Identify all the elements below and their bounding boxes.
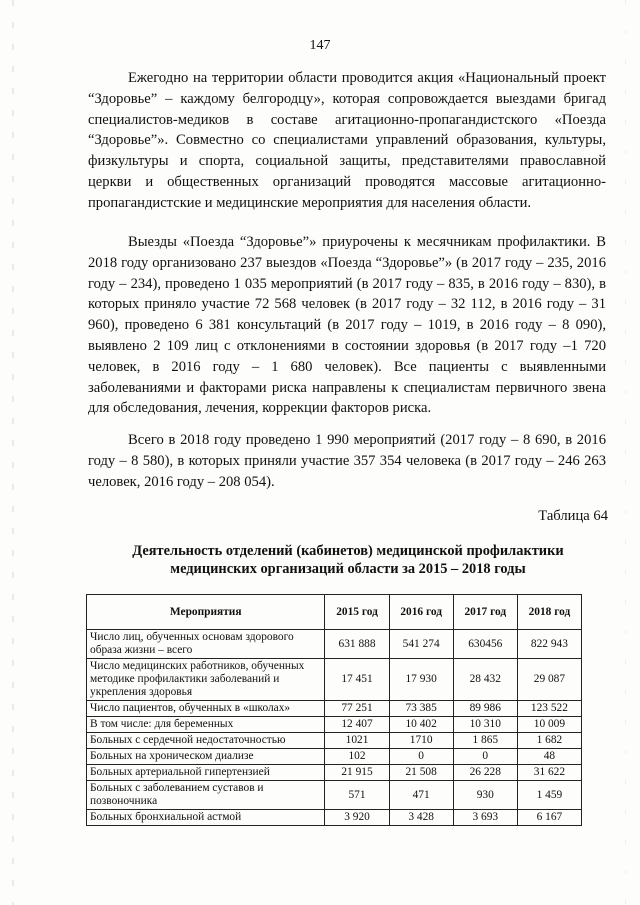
row-value: 822 943 bbox=[517, 630, 581, 659]
header-2016: 2016 год bbox=[389, 595, 453, 630]
header-2017: 2017 год bbox=[453, 595, 517, 630]
row-value: 1021 bbox=[325, 733, 389, 749]
row-value: 29 087 bbox=[517, 659, 581, 701]
header-2018: 2018 год bbox=[517, 595, 581, 630]
row-value: 10 310 bbox=[453, 717, 517, 733]
row-value: 1 459 bbox=[517, 781, 581, 810]
table-row bbox=[87, 810, 582, 826]
row-value: 631 888 bbox=[325, 630, 389, 659]
row-label: Больных на хроническом диализе bbox=[87, 749, 325, 765]
table-row bbox=[87, 701, 582, 717]
table-row bbox=[87, 717, 582, 733]
row-label: Число медицинских работников, обученных методике профилактики заболеваний и укрепления здоровья bbox=[87, 659, 325, 701]
row-value: 541 274 bbox=[389, 630, 453, 659]
row-label: Больных артериальной гипертензией bbox=[87, 765, 325, 781]
row-label: Число лиц, обученных основам здорового образа жизни – всего bbox=[87, 630, 325, 659]
scan-artifact-left bbox=[12, 0, 14, 905]
row-value: 3 920 bbox=[325, 810, 389, 826]
row-value: 17 930 bbox=[389, 659, 453, 701]
row-value: 77 251 bbox=[325, 701, 389, 717]
table-row bbox=[87, 749, 582, 765]
row-value: 28 432 bbox=[453, 659, 517, 701]
row-label: Больных с заболеванием суставов и позвоночника bbox=[87, 781, 325, 810]
row-value: 89 986 bbox=[453, 701, 517, 717]
table-body bbox=[87, 630, 582, 826]
row-value: 0 bbox=[453, 749, 517, 765]
row-value: 0 bbox=[389, 749, 453, 765]
row-value: 630456 bbox=[453, 630, 517, 659]
row-value: 471 bbox=[389, 781, 453, 810]
row-value: 12 407 bbox=[325, 717, 389, 733]
row-label: В том числе: для беременных bbox=[87, 717, 325, 733]
row-value: 930 bbox=[453, 781, 517, 810]
paragraph-2 bbox=[88, 232, 606, 419]
row-value: 10 009 bbox=[517, 717, 581, 733]
row-value: 3 428 bbox=[389, 810, 453, 826]
row-value: 1710 bbox=[389, 733, 453, 749]
table-row bbox=[87, 659, 582, 701]
paragraph-1 bbox=[88, 68, 606, 214]
table-label: Таблица 64 bbox=[538, 508, 608, 524]
row-label: Число пациентов, обученных в «школах» bbox=[87, 701, 325, 717]
table-row bbox=[87, 733, 582, 749]
row-value: 102 bbox=[325, 749, 389, 765]
table-title: Деятельность отделений (кабинетов) медицинской профилактики медицинских организаций области за 2015 – 2018 годы bbox=[132, 543, 564, 577]
row-value: 31 622 bbox=[517, 765, 581, 781]
row-value: 3 693 bbox=[453, 810, 517, 826]
row-value: 571 bbox=[325, 781, 389, 810]
table-header-row bbox=[87, 595, 582, 630]
paragraph-3-text: Всего в 2018 году проведено 1 990 мероприятий (2017 году – 8 690, в 2016 году – 8 580), в которых приняли участие 357 354 человека (в 2017 году – 246 263 человек, 2016 году – 208 054). bbox=[88, 432, 606, 490]
header-2015: 2015 год bbox=[325, 595, 389, 630]
row-value: 6 167 bbox=[517, 810, 581, 826]
paragraph-2-text: Выезды «Поезда “Здоровье”» приурочены к месячникам профилактики. В 2018 году организовано 237 выездов «Поезда “Здоровье”» (в 2017 году – 235, 2016 году – 234), проведено 1 035 мероприятий (в 2017 году – 835, в 2016 году – 830), в которых приняло участие 72 568 человек (в 2017 году – 32 112, в 2016 году – 31 960), проведено 6 381 консультаций (в 2017 году – 1019, в 2016 году – 8 090), выявлено 2 109 лиц с отклонениями в состоянии здоровья (в 2017 году –1 720 человек, в 2016 году – 1 680 человек). Все пациенты с выявленными заболеваниями и факторами риска направлены к специалистам первичного звена для обследования, лечения, коррекции факторов риска. bbox=[88, 234, 606, 417]
row-value: 21 508 bbox=[389, 765, 453, 781]
row-value: 73 385 bbox=[389, 701, 453, 717]
header-activity: Мероприятия bbox=[87, 595, 325, 630]
table-row bbox=[87, 630, 582, 659]
paragraph-1-text: Ежегодно на территории области проводится акция «Национальный проект “Здоровье” – каждому белгородцу», которая сопровождается выездами бригад специалистов-медиков в составе агитационно-пропагандистского «Поезда “Здоровье”». Совместно со специалистами управлений образования, культуры, физкультуры и спорта, социальной защиты, представителями православной церкви и общественных организаций проводятся массовые агитационно-пропагандистские и медицинские мероприятия для населения области. bbox=[88, 70, 606, 211]
table-row bbox=[87, 781, 582, 810]
row-value: 21 915 bbox=[325, 765, 389, 781]
row-label: Больных с сердечной недостаточностью bbox=[87, 733, 325, 749]
table-row bbox=[87, 765, 582, 781]
row-value: 10 402 bbox=[389, 717, 453, 733]
paragraph-3 bbox=[88, 430, 606, 492]
row-value: 1 682 bbox=[517, 733, 581, 749]
prevention-activity-table bbox=[86, 594, 582, 826]
row-value: 123 522 bbox=[517, 701, 581, 717]
row-value: 17 451 bbox=[325, 659, 389, 701]
row-value: 26 228 bbox=[453, 765, 517, 781]
row-value: 1 865 bbox=[453, 733, 517, 749]
scan-artifact-right bbox=[625, 0, 626, 905]
row-value: 48 bbox=[517, 749, 581, 765]
row-label: Больных бронхиальной астмой bbox=[87, 810, 325, 826]
page-number: 147 bbox=[309, 38, 331, 53]
